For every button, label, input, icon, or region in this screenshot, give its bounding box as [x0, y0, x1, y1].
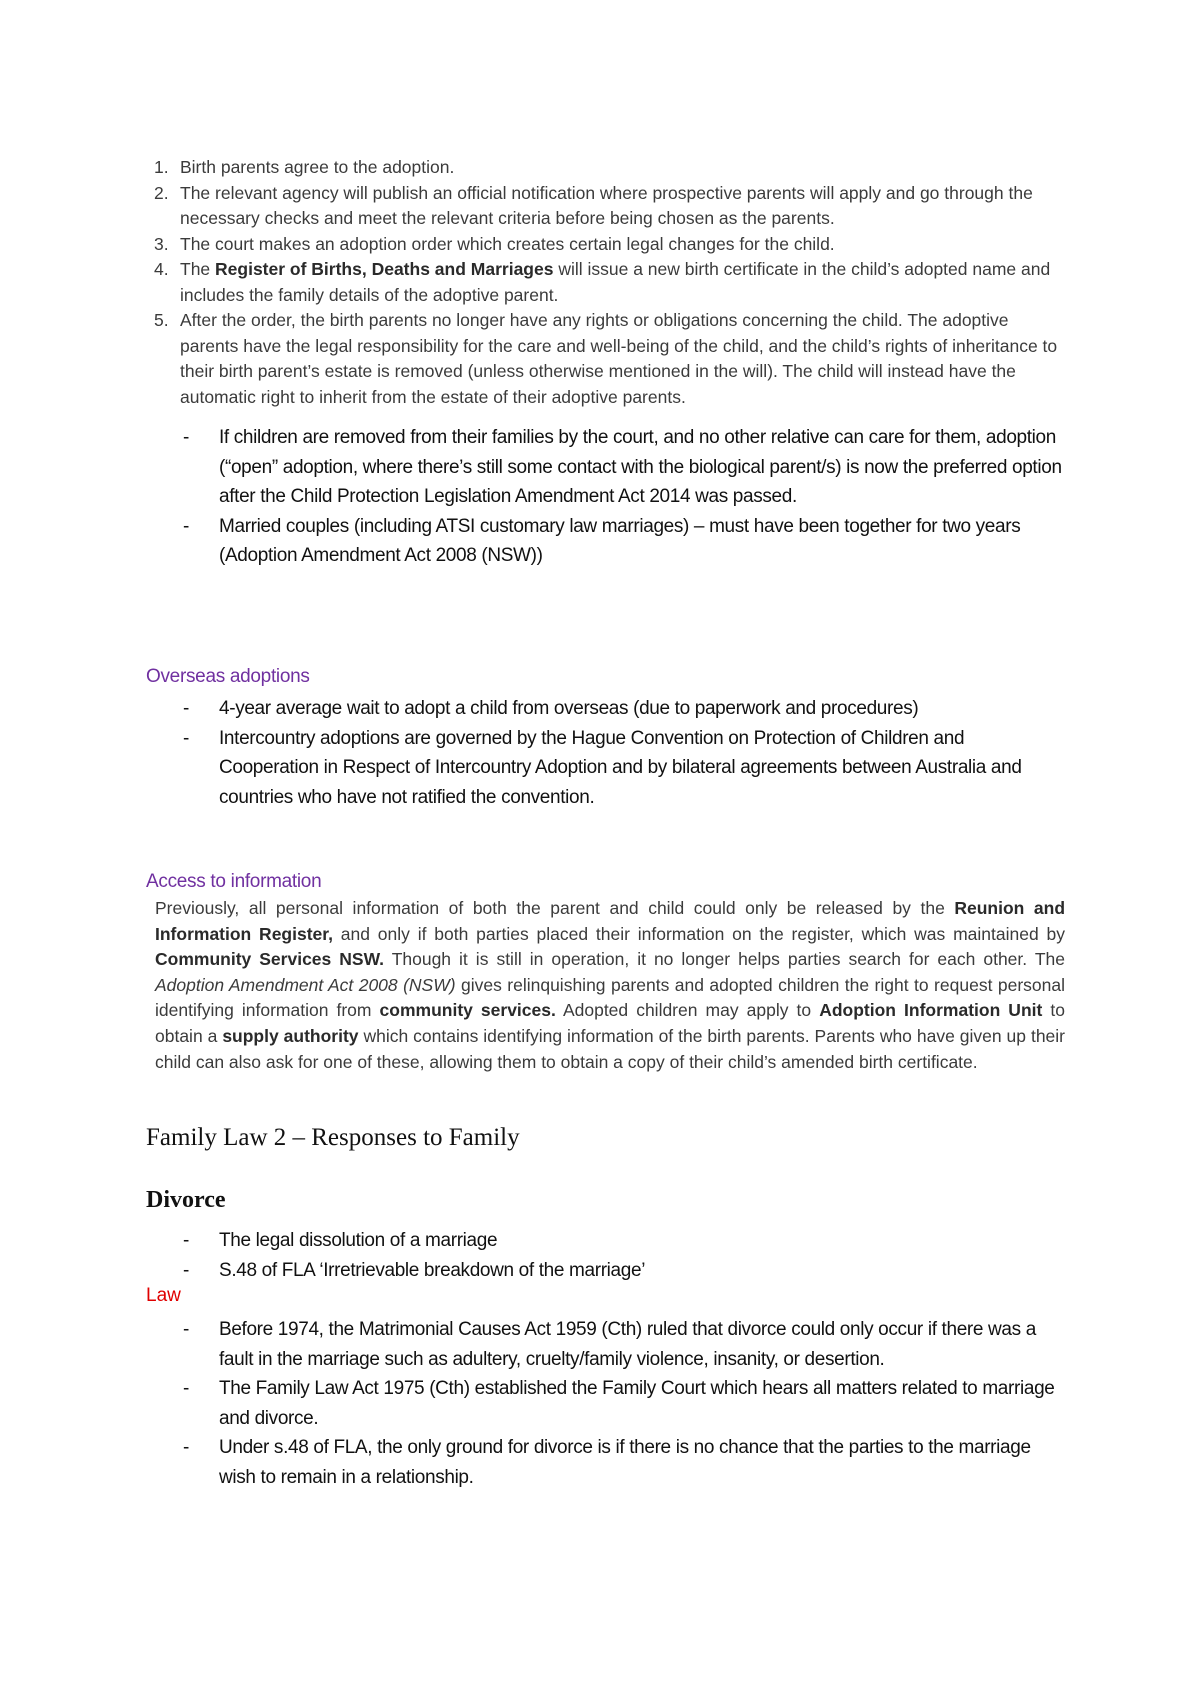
list-item-text: Married couples (including ATSI customary law marriages) – must have been together for two years (Adoption Amendment Act 2008 (NSW)) [219, 515, 1021, 566]
list-item-text: 4-year average wait to adopt a child from overseas (due to paperwork and procedures) [219, 698, 919, 719]
bullet-dash: - [183, 427, 189, 448]
bullet-dash: - [183, 1319, 189, 1340]
text-run: After the order, the birth parents no longer have any rights or obligations concerning the child. The adoptive parents have the legal responsibility for the care and well-being of the child, and the child’s rights of inheritance to their birth parent’s estate is removed (unless otherwise mentioned in the will). The child will instead have the automatic right to inherit from the estate of their adoptive parents. [180, 310, 1058, 407]
law-bullet-list [183, 1315, 1068, 1492]
text-run: Adopted children may apply to [555, 1000, 820, 1021]
list-item-text: Intercountry adoptions are governed by the Hague Convention on Protection of Children and Cooperation in Respect of Intercountry Adoption and by bilateral agreements between Australia and countries who have not ratified the convention. [219, 727, 1022, 808]
list-number: 5. [154, 310, 169, 330]
adoption-steps-list [146, 155, 1066, 410]
text-run: Though it is still in operation, it no longer helps parties search for each other. The [384, 949, 1065, 970]
text-run: which contains identifying information of the birth parents. Parents who have given up their child can also ask for one of these, allowing them to obtain a copy of their child’s amended birth certificate. [155, 1025, 1066, 1072]
bullet-dash: - [183, 727, 189, 749]
list-item-text: Before 1974, the Matrimonial Causes Act 1959 (Cth) ruled that divorce could only occur if there was a fault in the marriage such as adultery, cruelty/family violence, insanity, or desertion. [219, 1319, 1036, 1370]
text-run: will issue a new birth certificate in the child’s adopted name and includes the family details of the adoptive parent. [180, 259, 1051, 305]
list-item [183, 1226, 1068, 1256]
law-label: Law [146, 1285, 181, 1306]
bullet-dash: - [183, 1259, 189, 1281]
bold-text: Adoption Information Unit [819, 1000, 1043, 1021]
list-item [146, 181, 1066, 232]
list-item [183, 1374, 1068, 1433]
list-item [183, 1315, 1068, 1374]
divorce-bullet-list [183, 1226, 1068, 1285]
bullet-dash: - [183, 1230, 189, 1251]
list-item [183, 724, 1068, 813]
list-item [183, 1433, 1068, 1492]
list-item [146, 308, 1066, 410]
bold-text: supply authority [222, 1025, 359, 1046]
bullet-dash: - [183, 1378, 189, 1399]
bold-text: Reunion and Information Register, [155, 898, 1066, 944]
list-item [146, 257, 1066, 308]
overseas-adoptions-heading: Overseas adoptions [146, 666, 310, 687]
text-run: Previously, all personal information of both the parent and child could only be released by the [155, 898, 955, 918]
access-information-heading: Access to information [146, 871, 322, 892]
bold-text: community services. [379, 1000, 556, 1021]
list-number: 2. [154, 182, 169, 203]
list-number: 4. [154, 259, 169, 279]
text-run: and only if both parties placed their information on the register, which was maintained by [332, 923, 1065, 944]
list-number: 1. [154, 157, 169, 177]
list-item [146, 232, 1066, 258]
list-item-text: The Family Law Act 1975 (Cth) established the Family Court which hears all matters related to marriage and divorce. [219, 1378, 1055, 1429]
bullet-dash: - [183, 515, 189, 537]
italic-text: Adoption Amendment Act 2008 (NSW) [155, 974, 456, 995]
list-item [183, 694, 1068, 724]
adoption-bullet-list [183, 423, 1068, 571]
text-run: The relevant agency will publish an official notification where prospective parents will apply and go through the necessary checks and meet the relevant criteria before being chosen as the parents. [180, 182, 1033, 228]
list-item-text: The legal dissolution of a marriage [219, 1230, 498, 1251]
list-item [146, 155, 1066, 181]
text-run: gives relinquishing parents and adopted children the right to request personal identifying information from [155, 974, 1065, 1021]
section-title: Family Law 2 – Responses to Family [146, 1124, 520, 1151]
text-run: The [180, 259, 216, 279]
list-item [183, 1256, 1068, 1286]
list-item [183, 423, 1068, 512]
list-item-text: If children are removed from their families by the court, and no other relative can care for them, adoption (“open” adoption, where there’s still some contact with the biological parent/s) is now the preferred option after the Child Protection Legislation Amendment Act 2014 was passed. [219, 427, 1062, 507]
overseas-bullet-list [183, 694, 1068, 812]
divorce-heading: Divorce [146, 1187, 226, 1213]
bullet-dash: - [183, 1437, 189, 1458]
bullet-dash: - [183, 698, 189, 719]
access-information-paragraph [155, 896, 1065, 1075]
list-number: 3. [154, 233, 169, 254]
bold-text: Community Services NSW. [155, 949, 384, 970]
list-item [183, 512, 1068, 571]
bold-text: Register of Births, Deaths and Marriages [215, 259, 554, 279]
text-run: Birth parents agree to the adoption. [180, 157, 455, 177]
list-item-text: Under s.48 of FLA, the only ground for divorce is if there is no chance that the parties to the marriage wish to remain in a relationship. [219, 1437, 1031, 1488]
list-item-text: S.48 of FLA ‘Irretrievable breakdown of the marriage’ [219, 1259, 646, 1281]
text-run: The court makes an adoption order which creates certain legal changes for the child. [180, 233, 835, 254]
text-run: to obtain a [155, 1000, 1065, 1046]
